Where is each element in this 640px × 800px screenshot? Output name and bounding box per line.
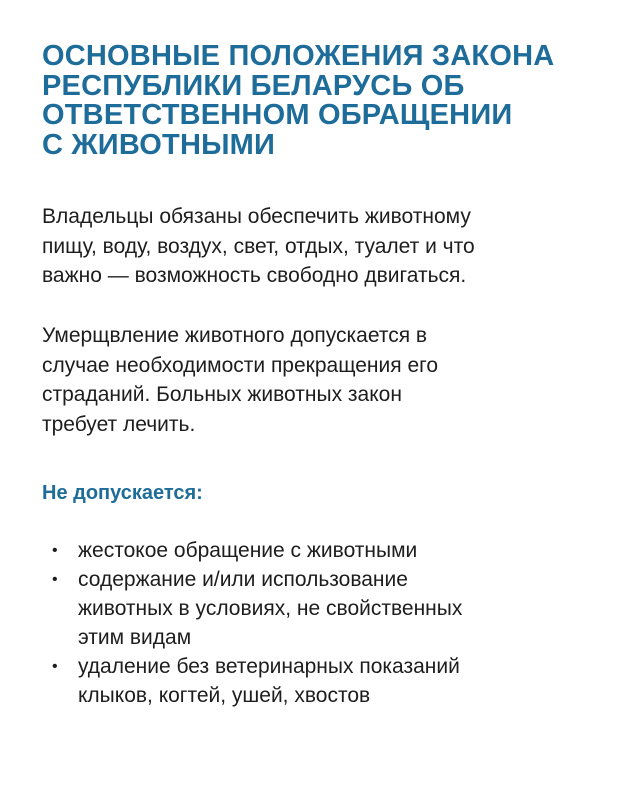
prohibited-list bbox=[52, 536, 612, 710]
paragraph-line: Умерщвление животного допускается в bbox=[42, 324, 428, 347]
bullet-icon: • bbox=[52, 571, 58, 588]
document-title bbox=[42, 42, 622, 160]
list-item bbox=[52, 565, 612, 652]
title-line: РЕСПУБЛИКИ БЕЛАРУСЬ ОБ bbox=[42, 69, 465, 102]
paragraph-owner-duties bbox=[42, 202, 612, 291]
title-line: ОСНОВНЫЕ ПОЛОЖЕНИЯ ЗАКОНА bbox=[42, 40, 555, 72]
subheading-not-allowed: Не допускается: bbox=[42, 482, 203, 504]
paragraph-line: требует лечить. bbox=[42, 412, 196, 436]
list-item-line: содержание и/или использование bbox=[78, 568, 408, 591]
paragraph-line: пищу, воду, воздух, свет, отдых, туалет и что bbox=[42, 234, 475, 258]
bullet-icon: • bbox=[52, 658, 58, 675]
paragraph-line: страданий. Больных животных закон bbox=[42, 383, 402, 406]
paragraph-line: важно — возможность свободно двигаться. bbox=[42, 264, 467, 287]
title-line: С ЖИВОТНЫМИ bbox=[42, 128, 276, 161]
list-item-line: жестокое обращение с животными bbox=[78, 539, 418, 562]
paragraph-line: Владельцы обязаны обеспечить животному bbox=[42, 205, 471, 228]
bullet-icon: • bbox=[52, 542, 58, 559]
list-item bbox=[52, 536, 612, 565]
list-item-line: животных в условиях, не свойственных bbox=[78, 597, 463, 620]
paragraph-euthanasia bbox=[42, 321, 612, 439]
title-line: ОТВЕТСТВЕННОМ ОБРАЩЕНИИ bbox=[42, 99, 513, 131]
list-item bbox=[52, 652, 612, 710]
list-item-line: удаление без ветеринарных показаний bbox=[78, 655, 460, 678]
list-item-line: клыков, когтей, ушей, хвостов bbox=[78, 684, 371, 707]
paragraph-line: случае необходимости прекращения его bbox=[42, 353, 439, 377]
list-item-line: этим видам bbox=[78, 626, 192, 649]
